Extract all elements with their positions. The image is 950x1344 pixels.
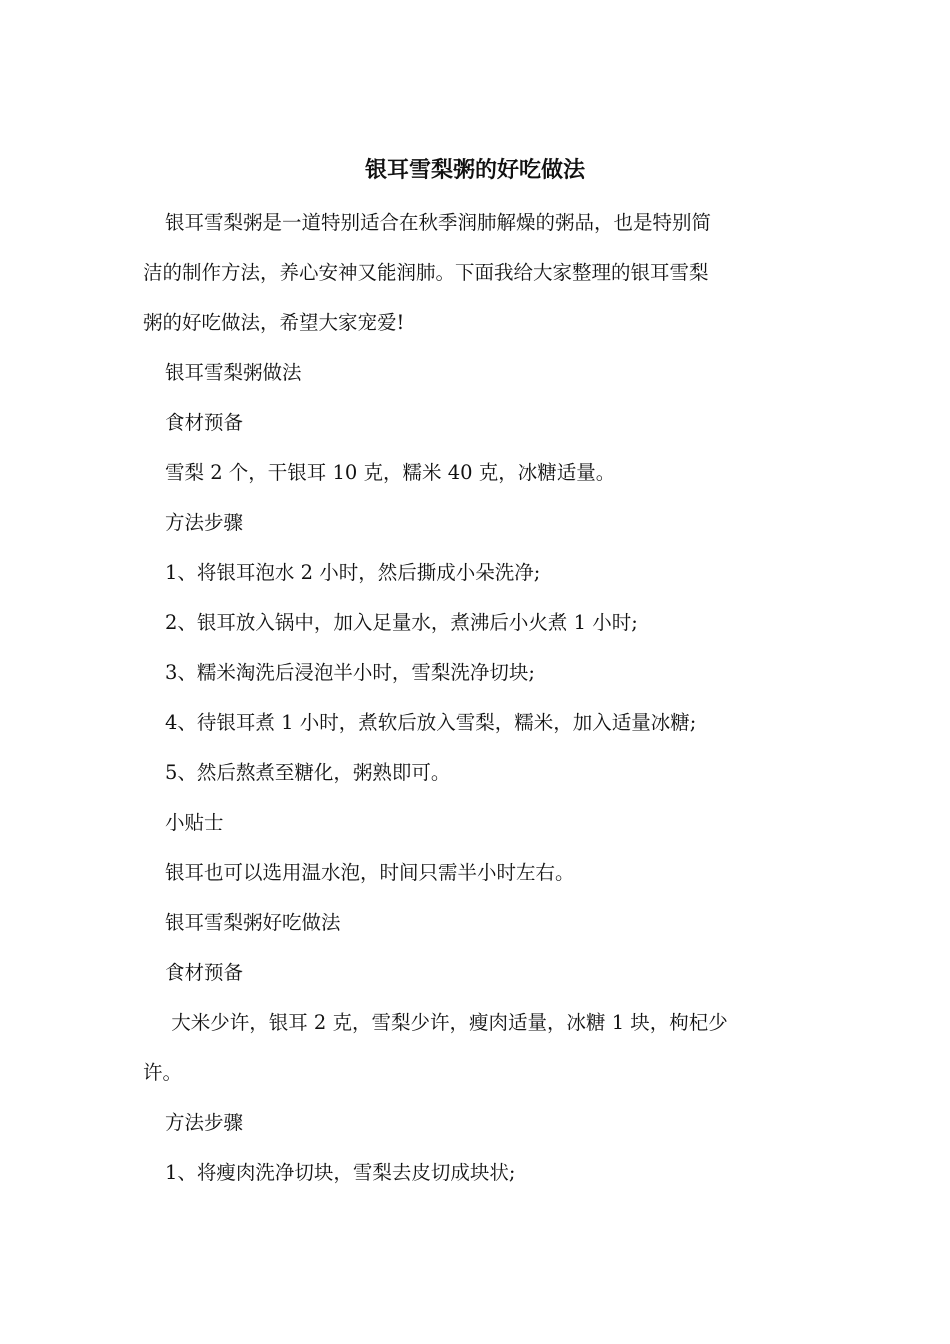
section1-ingredients-heading: 食材预备 [165, 411, 244, 434]
section1-step-5: 5、然后熬煮至糖化，粥熟即可。 [165, 761, 451, 784]
section2-ingredients-heading: 食材预备 [165, 961, 244, 984]
section1-tips-heading: 小贴士 [165, 811, 224, 834]
section1-step-1: 1、将银耳泡水 2 小时，然后撕成小朵洗净; [165, 561, 541, 584]
section2-ingredients-line-2: 许。 [143, 1061, 183, 1084]
intro-line-1: 银耳雪梨粥是一道特别适合在秋季润肺解燥的粥品，也是特别简 [165, 211, 712, 234]
section1-step-2: 2、银耳放入锅中，加入足量水，煮沸后小火煮 1 小时; [165, 611, 638, 634]
section1-step-3: 3、糯米淘洗后浸泡半小时，雪梨洗净切块; [165, 661, 535, 684]
section1-heading: 银耳雪梨粥做法 [165, 361, 302, 384]
document-title: 银耳雪梨粥的好吃做法 [364, 157, 585, 183]
section1-tips: 银耳也可以选用温水泡，时间只需半小时左右。 [165, 861, 575, 884]
section2-step-1: 1、将瘦肉洗净切块，雪梨去皮切成块状; [165, 1161, 516, 1184]
section2-steps-heading: 方法步骤 [165, 1111, 244, 1134]
section2-heading: 银耳雪梨粥好吃做法 [165, 911, 341, 934]
section2-ingredients-line-1: 大米少许，银耳 2 克，雪梨少许，瘦肉适量，冰糖 1 块，枸杞少 [165, 1011, 728, 1034]
intro-line-3: 粥的好吃做法，希望大家宠爱! [143, 311, 405, 334]
intro-line-2: 洁的制作方法，养心安神又能润肺。下面我给大家整理的银耳雪梨 [143, 261, 709, 284]
section1-steps-heading: 方法步骤 [165, 511, 244, 534]
section1-step-4: 4、待银耳煮 1 小时，煮软后放入雪梨，糯米，加入适量冰糖; [165, 711, 697, 734]
section1-ingredients: 雪梨 2 个，干银耳 10 克，糯米 40 克，冰糖适量。 [165, 461, 616, 484]
